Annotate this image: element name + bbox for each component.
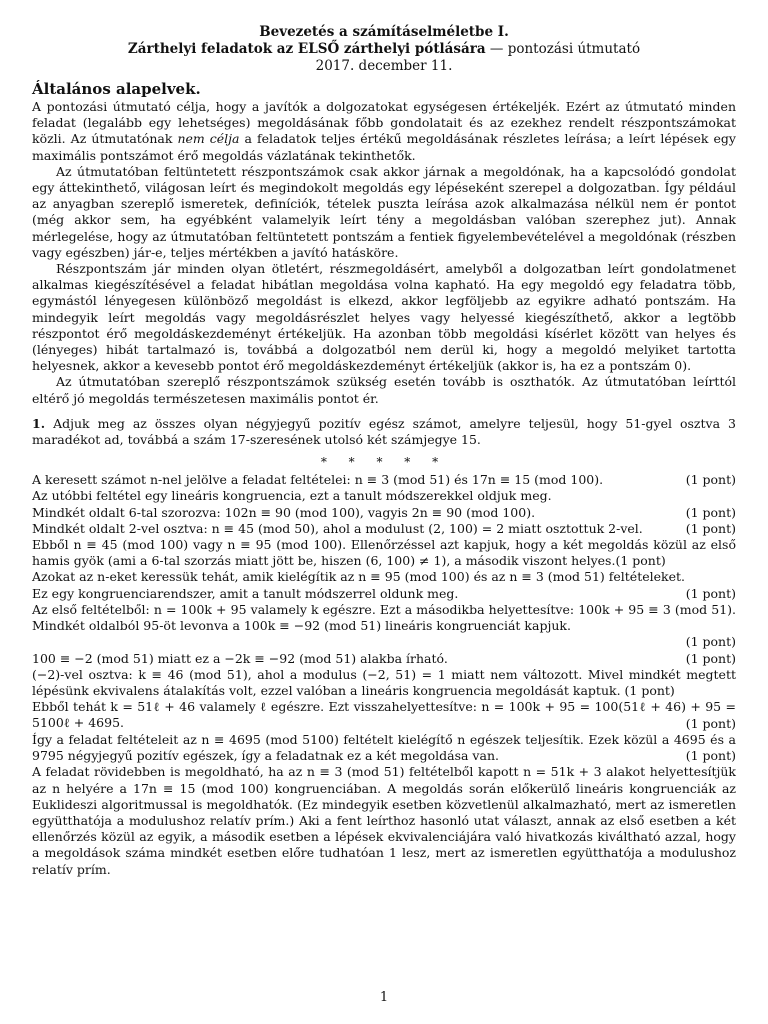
paragraph-1-b: a feladatok teljes értékű megoldásának részletes leírása; a leírt lépések egy maximális pontszámot érő megoldás vázlatának tekinthetők. xyxy=(32,131,736,163)
paragraph-2: Az útmutatóban feltüntetett részpontszámok csak akkor járnak a megoldónak, ha a kapcsolódó gondolat egy áttekinthető, világosan leírt és megindokolt megoldás egy lépéseként szerepel a dolgozatban. Így például az anyagban szereplő ismeretek, definíciók, tételek puszta leírása azok alkalmazása nélkül nem ér pontot (még akkor sem, ha egyébként valamelyik leírt tény a megoldásban valóban szerephez jut). Annak mérlegelése, hogy az útmutatóban feltüntetett pontszám a fentiek figyelembevételével a megoldónak (részben vagy egészben) jár-e, teljes mértékben a javító hatásköre. xyxy=(32,163,736,260)
solution-line xyxy=(32,586,736,602)
subtitle-rest: — pontozási útmutató xyxy=(485,41,641,57)
solution-text: Ebből n ≡ 45 (mod 100) vagy n ≡ 95 (mod 100). Ellenőrzéssel azt kapjuk, hogy a két megoldás közül az első hamis gyök (ami a 6-tal szorzás miatt jött be, hiszen (6, 100) ≠ 1), a második viszont helyes. xyxy=(32,537,736,569)
task-1-statement xyxy=(32,416,736,448)
document-title: Bevezetés a számításelméletbe I. xyxy=(259,24,509,40)
paragraph-1-a: A pontozási útmutató célja, hogy a javítók a dolgozatokat egységesen értékeljék. Ezért az útmutató minden feladat (legalább egy lehetséges) megoldásának főbb gondolatait és az ezekhez rendelt részpontszámokat közli. Az útmutatónak xyxy=(32,99,736,147)
solution-text: Mindkét oldalt 6-tal szorozva: 102n ≡ 90 (mod 100), vagyis 2n ≡ 90 (mod 100). xyxy=(32,504,536,520)
paragraph-4: Az útmutatóban szereplő részpontszámok szükség esetén tovább is oszthatók. Az útmutatóban leírttól eltérő jó megoldás természetesen maximális pontot ér. xyxy=(32,374,736,406)
task-text: Adjuk meg az összes olyan négyjegyű pozitív egész számot, amelyre teljesül, hogy 51-gyel osztva 3 maradékot ad, továbbá a szám 17-szeresének utolsó két számjegye 15. xyxy=(32,415,736,448)
paragraph-1 xyxy=(32,99,736,164)
solution-line xyxy=(32,521,736,537)
solution-line xyxy=(32,505,736,521)
subtitle-bold: Zárthelyi feladatok az ELSŐ zárthelyi pótlására xyxy=(127,41,486,57)
solution-text: (−2)-vel osztva: k ≡ 46 (mod 51), ahol a modulus (−2, 51) = 1 miatt nem változott. Mivel mindkét megtett lépésünk ekvivalens átalakítás volt, ezzel valóban a lineáris kongruencia megoldását kaptuk. xyxy=(32,666,736,698)
paragraph-3: Részpontszám jár minden olyan ötletért, részmegoldásért, amelyből a dolgozatban leírt gondolatmenet alkalmas kiegészítésével a feladat hibátlan megoldása volna kapható. Ha egy megoldó egy feladatra több, egymástól lényegesen különböző megoldást is elkezd, akkor legföljebb az egyikre adható pontszám. Ha mindegyik leírt megoldás vagy megoldásrészlet helyes vagy helyessé kiegészíthető, akkor a legtöbb részpontot érő megoldáskezdeményt értékeljük. Ha azonban több megoldási kísérlet között van helyes és (lényeges) hibát tartalmazó is, továbbá a dolgozatból nem derül ki, hogy a megoldó melyiket tartotta helyesnek, akkor a kevesebb pontot érő megoldáskezdeményt értékeljük (akkor is, ha ez a pontszám 0). xyxy=(32,261,736,374)
solution-line: Az első feltételből: n = 100k + 95 valamely k egészre. Ezt a másodikba helyettesítve: 100k + 95 ≡ 3 (mod 51). Mindkét oldalból 95-öt levonva a 100k ≡ −92 (mod 51) lineáris kongruenciát kapjuk. xyxy=(32,601,736,634)
solution-remark: A feladat rövidebben is megoldható, ha az n ≡ 3 (mod 51) feltételből kapott n = 51k + 3 alakot helyettesítjük az n helyére a 17n ≡ 15 (mod 100) kongruenciában. A megoldás során előkerülő lineáris kongruenciák az Euklideszi algoritmussal is megoldhatók. (Ez mindegyik esetben közvetlenül alkalmazható, mert az ismeretlen együtthatója a modulushoz relatív prím.) Aki a fent leírthoz hasonló utat választ, annak az első esetben a két ellenőrzés közül az egyik, a második esetben a lépések ekvivalenciájára való hivatkozás kiváltható azzal, hogy a megoldások száma mindkét esetben előre tudhatóan 1 lesz, mert az ismeretlen együtthatója a modulushoz relatív prím. xyxy=(32,764,736,877)
solution-line: Így a feladat feltételeit az n ≡ 4695 (mod 5100) feltételt kielégítő n egészek teljesítik. Ezek közül a 4695 és a 9795 négyjegyű pozitív egészek, így a feladatnak ez a két megoldása van. xyxy=(32,731,736,763)
task-number: 1. xyxy=(32,415,46,431)
solution-text: Ez egy kongruenciarendszer, amit a tanult módszerrel oldunk meg. xyxy=(32,585,459,601)
points-label: (1 pont) xyxy=(685,585,736,601)
document-date: 2017. december 11. xyxy=(315,58,453,74)
paragraph-1-emphasis: nem célja xyxy=(177,131,240,147)
points-label: (1 pont) xyxy=(685,520,736,536)
document-header xyxy=(32,24,736,75)
solution-line: Az utóbbi feltétel egy lineáris kongruencia, ezt a tanult módszerekkel oldjuk meg. xyxy=(32,488,552,504)
points-label: (1 pont) xyxy=(685,715,736,731)
points-label: (1 pont) xyxy=(624,682,675,698)
solution-text: A keresett számot n-nel jelölve a feladat feltételei: n ≡ 3 (mod 51) és 17n ≡ 15 (mod 100). xyxy=(32,472,604,488)
section-title: Általános alapelvek. xyxy=(32,80,201,98)
solution-line: Ebből tehát k = 51ℓ + 46 valamely ℓ egészre. Ezt visszahelyettesítve: n = 100k + 95 = 100(51ℓ + 46) + 95 = 5100ℓ + 4695. xyxy=(32,699,736,731)
points-label: (1 pont) xyxy=(685,650,736,666)
solution-line xyxy=(32,472,736,488)
points-label: (1 pont) xyxy=(685,748,736,764)
document-subtitle xyxy=(32,41,736,58)
points-label: (1 pont) xyxy=(685,472,736,488)
document-page xyxy=(32,24,736,878)
page-number: 1 xyxy=(379,990,389,1005)
solution-line xyxy=(32,537,736,569)
solution-line: Azokat az n-eket keressük tehát, amik kielégítik az n ≡ 95 (mod 100) és az n ≡ 3 (mod 51) feltételeket. xyxy=(32,569,685,585)
solution-text: Mindkét oldalt 2-vel osztva: n ≡ 45 (mod 50), ahol a modulust (2, 100) = 2 miatt osztottuk 2-vel. xyxy=(32,520,643,536)
separator-stars: * * * * * xyxy=(320,455,448,470)
principles-body xyxy=(32,99,736,407)
solution-line xyxy=(32,651,736,667)
points-label: (1 pont) xyxy=(685,634,736,650)
solution-line xyxy=(32,667,736,699)
solution-text: 100 ≡ −2 (mod 51) miatt ez a −2k ≡ −92 (mod 51) alakba írható. xyxy=(32,650,448,666)
points-label: (1 pont) xyxy=(685,504,736,520)
solution-body xyxy=(32,472,736,877)
points-label: (1 pont) xyxy=(615,553,666,569)
